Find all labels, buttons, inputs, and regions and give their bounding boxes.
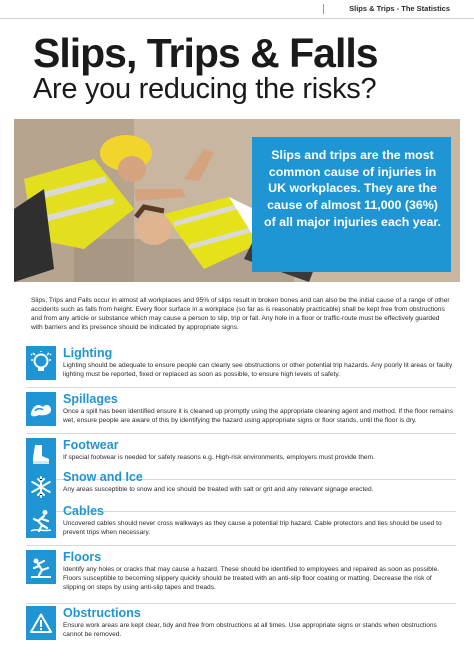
hazard-cables (26, 504, 456, 546)
hazard-title: Footwear (63, 438, 119, 452)
hazard-title: Snow and Ice (63, 470, 143, 484)
hazard-title: Spillages (63, 392, 118, 406)
hazard-description: Once a spill has been identified ensure it is cleaned up promptly using the appropriate cleaning agent and method. If the floor remains wet, ensure people are aware of this by identifying the hazard using appropriate signs or floor stands, until the floor is dry. (63, 408, 454, 425)
boot-icon (26, 438, 56, 472)
page-title: Slips, Trips & Falls (33, 30, 378, 76)
hazard-title: Floors (63, 550, 102, 564)
tripping-person-icon (26, 504, 56, 538)
hazard-obstructions (26, 606, 456, 644)
divider (26, 545, 456, 546)
snowflake-icon (26, 470, 56, 504)
lightbulb-icon (26, 346, 56, 380)
hazard-title: Lighting (63, 346, 113, 360)
hazard-description: If special footwear is needed for safety reasons e.g. High-risk environments, employers must provide them. (63, 454, 375, 461)
top-bar (0, 0, 474, 19)
hazard-lighting (26, 346, 456, 388)
intro-paragraph: Slips, Trips and Falls occur in almost all workplaces and 95% of slips result in broken bones and can also be the initial cause of a range of other accidents such as falls from height. Every floor surface in a workplace (so far as is reasonably practicable) shall be kept free from obstructions and from any article or substance which may cause a person to slip, trip or fall. Any hole in a floor or traffic-route must be effectively guarded with barriers and its presence should be indicated by appropriate signs. (31, 297, 450, 331)
hazard-spillages (26, 392, 456, 434)
warning-triangle-icon (26, 606, 56, 640)
page-subtitle: Are you reducing the risks? (33, 73, 377, 105)
header-tag: Slips & Trips - The Statistics (349, 4, 450, 13)
hazard-description: Uncovered cables should never cross walkways as they cause a potential trip hazard. Cable protectors and ties should be used to prevent trips when necessary. (63, 520, 442, 537)
falling-person-icon (26, 550, 56, 584)
divider (26, 603, 456, 604)
hazard-description: Lighting should be adequate to ensure people can clearly see obstructions or other potential trip hazards. Any poorly lit areas or faulty lighting must be reported, fixed or replaced as soon as possible, to ensure high levels of safety. (63, 362, 453, 379)
statistics-callout (252, 137, 451, 272)
hazard-description: Identify any holes or cracks that may cause a hazard. These should be identified to employees and repaired as soon as possible. Floors susceptible to becoming slippery quickly should be treated with an anti-slip floor coating or matting. Decrease the risk of slipping on steps by using anti-slip tapes and treads. (63, 566, 439, 592)
divider (26, 387, 456, 388)
hazard-description: Any areas susceptible to snow and ice should be treated with salt or grit and any relevant signage erected. (63, 486, 374, 493)
hazard-title: Obstructions (63, 606, 141, 620)
callout-text: Slips and trips are the most common cause of injuries in UK workplaces. They are the cause of almost 11,000 (36%) of all major injuries each year. (264, 148, 441, 229)
hazard-description: Ensure work areas are kept clear, tidy and free from obstructions at all times. Use appropriate signs or stands when obstructions cannot be removed. (63, 622, 437, 639)
hazard-title: Cables (63, 504, 104, 518)
top-bar-divider (323, 4, 324, 14)
spill-icon (26, 392, 56, 426)
divider (26, 433, 456, 434)
hazard-floors (26, 550, 456, 604)
